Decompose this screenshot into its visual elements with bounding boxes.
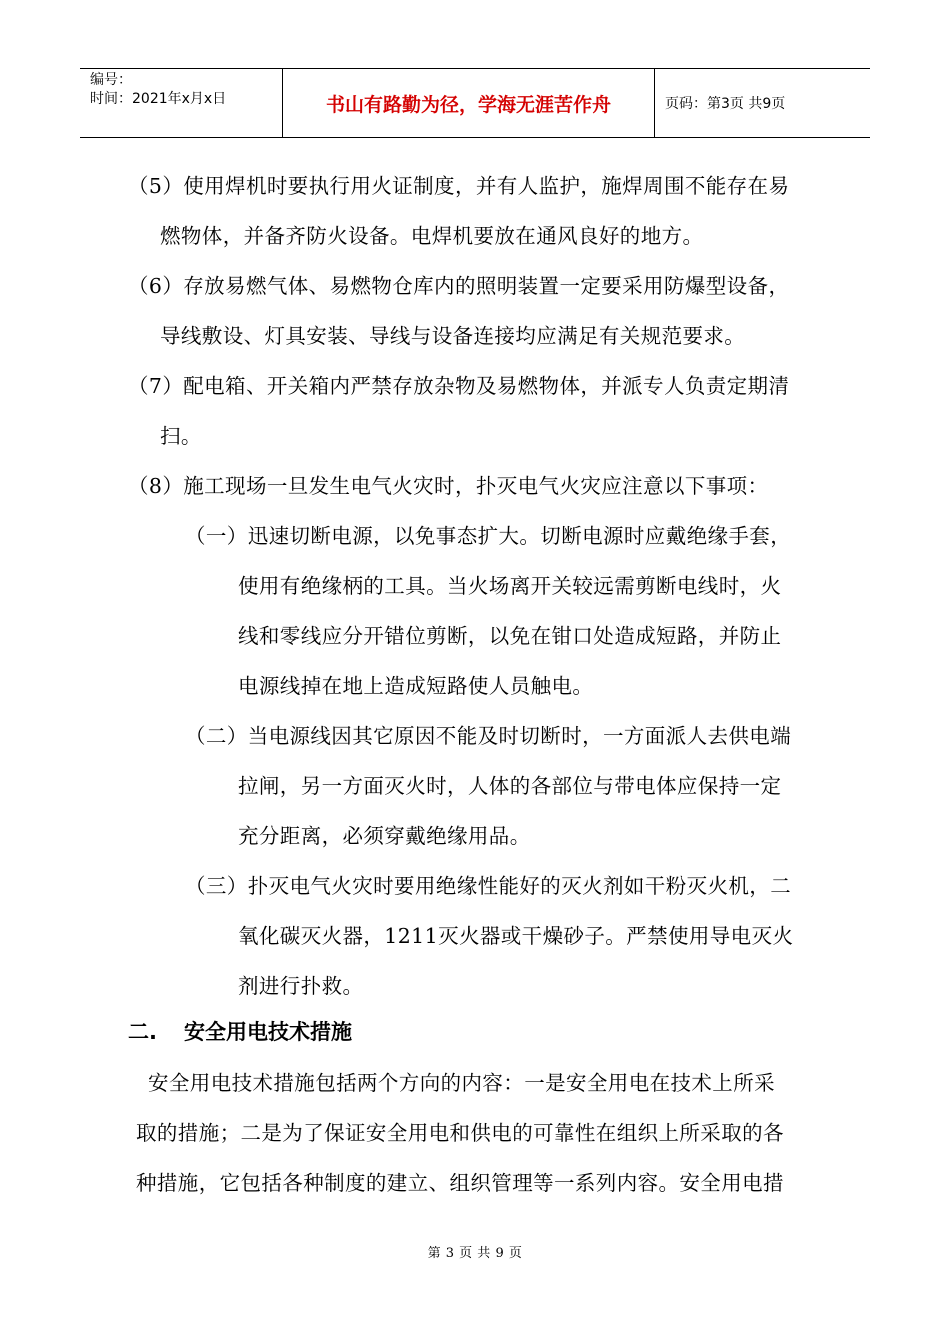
list-item-7-line1: （7）配电箱、开关箱内严禁存放杂物及易燃物体，并派专人负责定期清 (128, 374, 790, 398)
section-number: 二. (128, 1020, 157, 1044)
section-title: 安全用电技术措施 (184, 1020, 352, 1044)
list-item-6-line1: （6）存放易燃气体、易燃物仓库内的照明装置一定要采用防爆型设备， (128, 274, 790, 298)
list-item-6-line2: 导线敷设、灯具安装、导线与设备连接均应满足有关规范要求。 (160, 324, 746, 348)
section-text-line2: 取的措施；二是为了保证安全用电和供电的可靠性在组织上所采取的各 (136, 1121, 784, 1145)
header-motto: 书山有路勤为径，学海无涯苦作舟 (283, 69, 655, 137)
subitem-2-line1: （二）当电源线因其它原因不能及时切断时，一方面派人去供电端 (185, 724, 792, 748)
subitem-3-line2: 氧化碳灭火器，1211灭火器或干燥砂子。严禁使用导电灭火 (238, 924, 794, 948)
subitem-2-line3: 充分距离，必须穿戴绝缘用品。 (238, 824, 531, 848)
section-text-line1: 安全用电技术措施包括两个方向的内容：一是安全用电在技术上所采 (148, 1071, 775, 1095)
list-item-5-line1: （5）使用焊机时要执行用火证制度，并有人监护，施焊周围不能存在易 (128, 174, 790, 198)
header-meta (80, 69, 283, 137)
subitem-2-line2: 拉闸，另一方面灭火时，人体的各部位与带电体应保持一定 (238, 774, 782, 798)
header-page-info: 页码：第3页 共9页 (665, 96, 786, 112)
subitem-3-line3: 剂进行扑救。 (238, 974, 364, 998)
document-date: 时间：2021年x月x日 (90, 91, 227, 107)
document-number-label: 编号： (90, 72, 132, 88)
section-text-line3: 种措施，它包括各种制度的建立、组织管理等一系列内容。安全用电措 (136, 1171, 784, 1195)
subitem-1-line3: 线和零线应分开错位剪断，以免在钳口处造成短路，并防止 (238, 624, 782, 648)
subitem-3-line1: （三）扑灭电气火灾时要用绝缘性能好的灭火剂如干粉灭火机，二 (185, 874, 792, 898)
subitem-1-line4: 电源线掉在地上造成短路使人员触电。 (238, 674, 594, 698)
list-item-5-line2: 燃物体，并备齐防火设备。电焊机要放在通风良好的地方。 (160, 224, 704, 248)
page-footer: 第 3 页 共 9 页 (427, 1246, 523, 1261)
subitem-1-line1: （一）迅速切断电源，以免事态扩大。切断电源时应戴绝缘手套， (185, 524, 792, 548)
document-header (80, 68, 870, 138)
section-heading (128, 1012, 352, 1052)
list-item-8-line1: （8）施工现场一旦发生电气火灾时，扑灭电气火灾应注意以下事项： (128, 474, 769, 498)
subitem-1-line2: 使用有绝缘柄的工具。当火场离开关较远需剪断电线时，火 (238, 574, 782, 598)
list-item-7-line2: 扫。 (160, 424, 202, 448)
